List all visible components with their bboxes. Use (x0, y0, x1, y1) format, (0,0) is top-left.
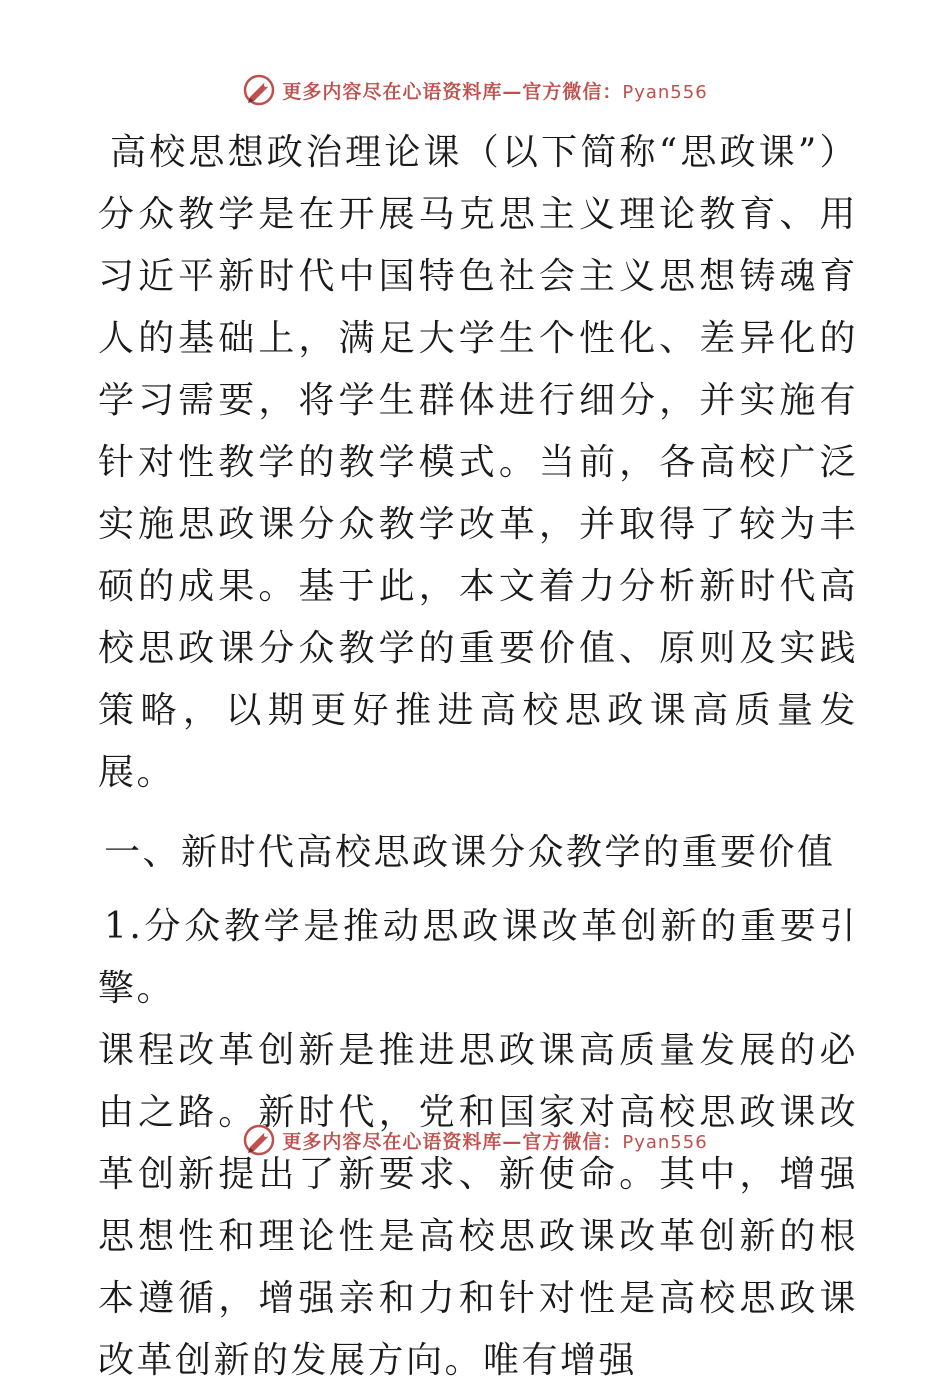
banner-main-text: 更多内容尽在心语资料库 (282, 1130, 503, 1153)
footer-banner (0, 1120, 950, 1160)
subsection-body: 课程改革创新是推进思政课高质量发展的必由之路。新时代，党和国家对高校思政课改革创新提出了新要求、新使命。其中，增强思想性和理论性是高校思政课改革创新的根本遵循，增强亲和力和针对性是高校思政课改革创新的发展方向。唯有增强 (98, 1030, 858, 1381)
document-body (98, 122, 858, 1392)
red-pen-logo-icon (242, 1123, 276, 1157)
banner-official-text: 官方微信： (522, 1130, 623, 1153)
section-heading: 一、新时代高校思政课分众教学的重要价值 (104, 832, 836, 873)
red-pen-logo-icon (242, 73, 276, 107)
banner-wechat-id: Pyan556 (622, 81, 708, 103)
banner-official-text: 官方微信： (522, 80, 623, 103)
banner-main-text: 更多内容尽在心语资料库 (282, 80, 503, 103)
banner-dash: — (502, 80, 523, 103)
banner-dash: — (502, 1130, 523, 1153)
subsection-title: 1.分众教学是推动思政课改革创新的重要引擎。 (98, 906, 858, 1009)
banner-wechat-id: Pyan556 (622, 1131, 708, 1153)
intro-paragraph: 高校思想政治理论课（以下简称“思政课”）分众教学是在开展马克思主义理论教育、用习近平新时代中国特色社会主义思想铸魂育人的基础上，满足大学生个性化、差异化的学习需要，将学生群体进行细分，并实施有针对性教学的教学模式。当前，各高校广泛实施思政课分众教学改革，并取得了较为丰硕的成果。基于此，本文着力分析新时代高校思政课分众教学的重要价值、原则及实践策略，以期更好推进高校思政课高质量发展。 (98, 132, 858, 793)
header-banner (0, 70, 950, 110)
